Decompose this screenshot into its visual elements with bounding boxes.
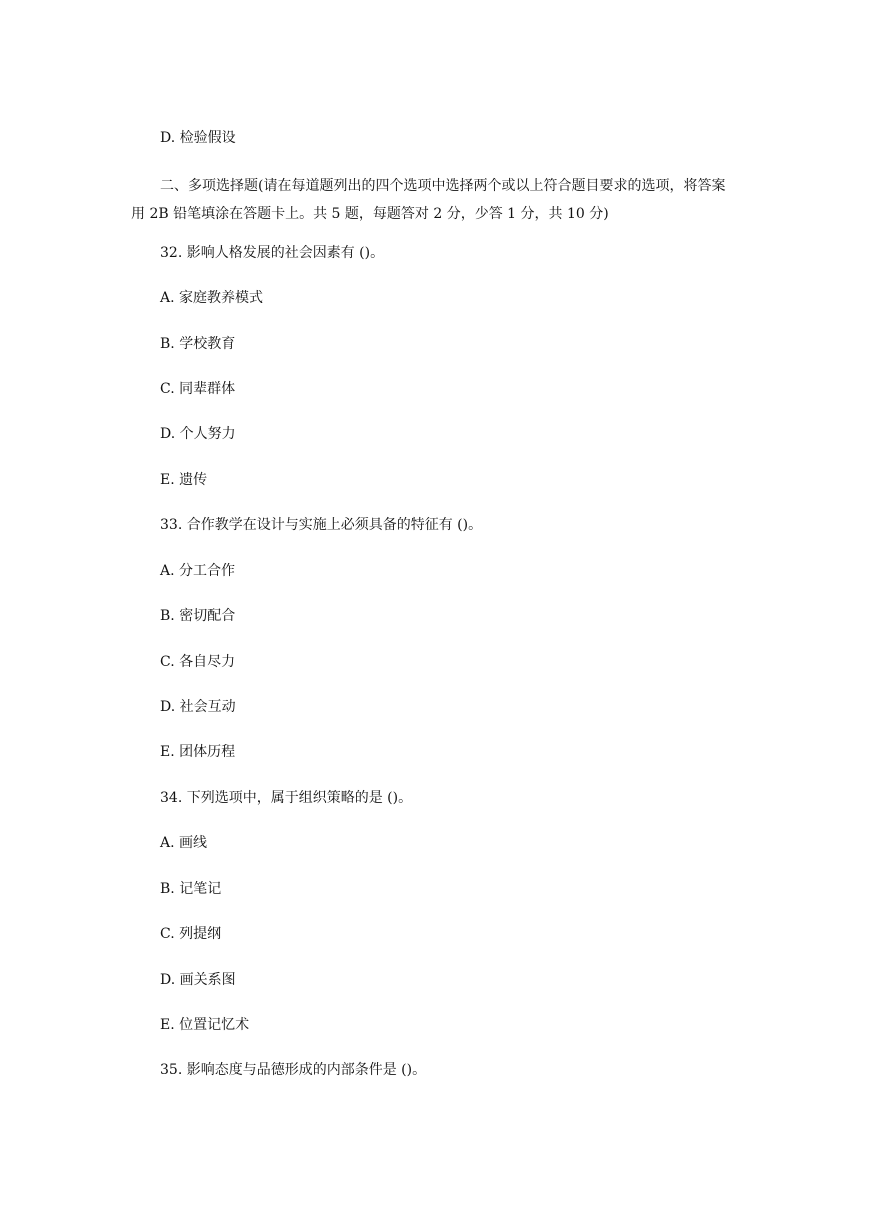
option-d-prev: D. 检验假设 — [160, 130, 236, 146]
question-34-option-a: A. 画线 — [160, 835, 208, 851]
question-33-option-c: C. 各自尽力 — [160, 654, 236, 670]
question-32-option-b: B. 学校教育 — [160, 336, 236, 352]
question-32-option-c: C. 同辈群体 — [160, 381, 236, 397]
question-34-option-c: C. 列提纲 — [160, 926, 222, 942]
section-heading: 二、多项选择题(请在每道题列出的四个选项中选择两个或以上符合题目要求的选项，将答案用 2B 铅笔填涂在答题卡上。共 5 题，每题答对 2 分，少答 1 分，共 10 分) — [131, 178, 726, 222]
question-34-stem: 34. 下列选项中，属于组织策略的是 ()。 — [160, 790, 413, 806]
question-32-option-d: D. 个人努力 — [160, 426, 236, 442]
question-33-option-e: E. 团体历程 — [160, 744, 236, 760]
question-33-option-d: D. 社会互动 — [160, 699, 236, 715]
question-32-stem: 32. 影响人格发展的社会因素有 ()。 — [160, 245, 385, 261]
question-34-option-d: D. 画关系图 — [160, 972, 236, 988]
question-32-option-a: A. 家庭教养模式 — [160, 290, 264, 306]
question-34-option-b: B. 记笔记 — [160, 881, 222, 897]
question-35-stem: 35. 影响态度与品德形成的内部条件是 ()。 — [160, 1062, 427, 1078]
question-33-option-a: A. 分工合作 — [160, 563, 236, 579]
question-33-stem: 33. 合作教学在设计与实施上必须具备的特征有 ()。 — [160, 517, 483, 533]
question-34-option-e: E. 位置记忆术 — [160, 1017, 250, 1033]
question-33-option-b: B. 密切配合 — [160, 608, 236, 624]
question-32-option-e: E. 遗传 — [160, 472, 208, 488]
